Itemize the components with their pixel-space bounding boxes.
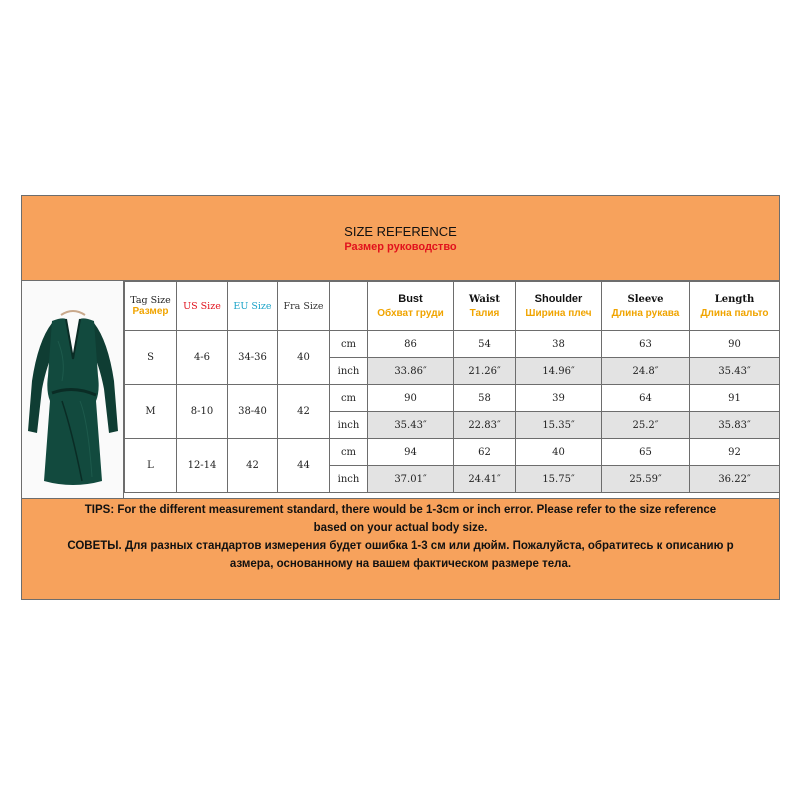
header-fra-size: Fra Size [278,282,330,331]
tips-section [22,498,779,599]
cell-unit: cm [330,331,368,358]
cell-shoulder: 15.35″ [516,412,602,439]
cell-waist: 62 [454,439,516,466]
cell-sleeve: 64 [602,385,690,412]
cell-unit: inch [330,358,368,385]
cell-shoulder: 14.96″ [516,358,602,385]
cell-shoulder: 15.75″ [516,466,602,493]
header-bust: Bust Обхват груди [368,282,454,331]
cell-length: 92 [690,439,780,466]
cell-sleeve: 24.8″ [602,358,690,385]
cell-unit: inch [330,412,368,439]
table-row [125,439,780,466]
cell-waist: 24.41″ [454,466,516,493]
cell-bust: 86 [368,331,454,358]
cell-shoulder: 38 [516,331,602,358]
cell-tag: M [125,385,177,439]
header-unit [330,282,368,331]
header-tag-size: Tag Size Размер [125,282,177,331]
cell-bust: 94 [368,439,454,466]
tips-en-line2: based on your actual body size. [313,522,488,534]
cell-length: 91 [690,385,780,412]
cell-waist: 22.83″ [454,412,516,439]
dress-illustration [22,281,124,498]
table-header-row [125,282,780,331]
size-table [124,281,779,498]
cell-shoulder: 40 [516,439,602,466]
header-shoulder: Shoulder Ширина плеч [516,282,602,331]
cell-us: 4-6 [177,331,228,385]
header-tag-size-ru: Размер [132,306,169,317]
cell-bust: 37.01″ [368,466,454,493]
cell-tag: L [125,439,177,493]
cell-length: 36.22″ [690,466,780,493]
cell-sleeve: 25.2″ [602,412,690,439]
cell-eu: 42 [228,439,278,493]
chart-subtitle: Размер руководство [344,241,457,253]
cell-waist: 54 [454,331,516,358]
cell-tag: S [125,331,177,385]
size-chart [21,195,780,600]
cell-sleeve: 65 [602,439,690,466]
header-waist: Waist Талия [454,282,516,331]
header-sleeve: Sleeve Длина рукава [602,282,690,331]
dress-photo [22,281,124,498]
cell-fra: 40 [278,331,330,385]
chart-title: SIZE REFERENCE [344,224,457,239]
cell-length: 35.83″ [690,412,780,439]
cell-sleeve: 25.59″ [602,466,690,493]
cell-bust: 33.86″ [368,358,454,385]
cell-bust: 90 [368,385,454,412]
cell-eu: 38-40 [228,385,278,439]
cell-unit: inch [330,466,368,493]
cell-bust: 35.43″ [368,412,454,439]
table-row [125,331,780,358]
cell-us: 12-14 [177,439,228,493]
cell-fra: 44 [278,439,330,493]
chart-header [22,196,779,281]
cell-unit: cm [330,439,368,466]
cell-eu: 34-36 [228,331,278,385]
cell-fra: 42 [278,385,330,439]
cell-unit: cm [330,385,368,412]
cell-length: 90 [690,331,780,358]
cell-length: 35.43″ [690,358,780,385]
cell-waist: 58 [454,385,516,412]
cell-sleeve: 63 [602,331,690,358]
header-length: Length Длина пальто [690,282,780,331]
cell-us: 8-10 [177,385,228,439]
tips-ru-line2: азмера, основанному на вашем фактическом размере тела. [229,558,572,570]
cell-shoulder: 39 [516,385,602,412]
tips-en-line1: TIPS: For the different measurement standard, there would be 1-3cm or inch error. Please refer to the size reference [84,504,717,516]
table-row [125,385,780,412]
header-us-size: US Size [177,282,228,331]
header-eu-size: EU Size [228,282,278,331]
tips-ru-line1: СОВЕТЫ. Для разных стандартов измерения будет ошибка 1-3 см или дюйм. Пожалуйста, обратитесь к описанию р [67,540,734,552]
cell-waist: 21.26″ [454,358,516,385]
